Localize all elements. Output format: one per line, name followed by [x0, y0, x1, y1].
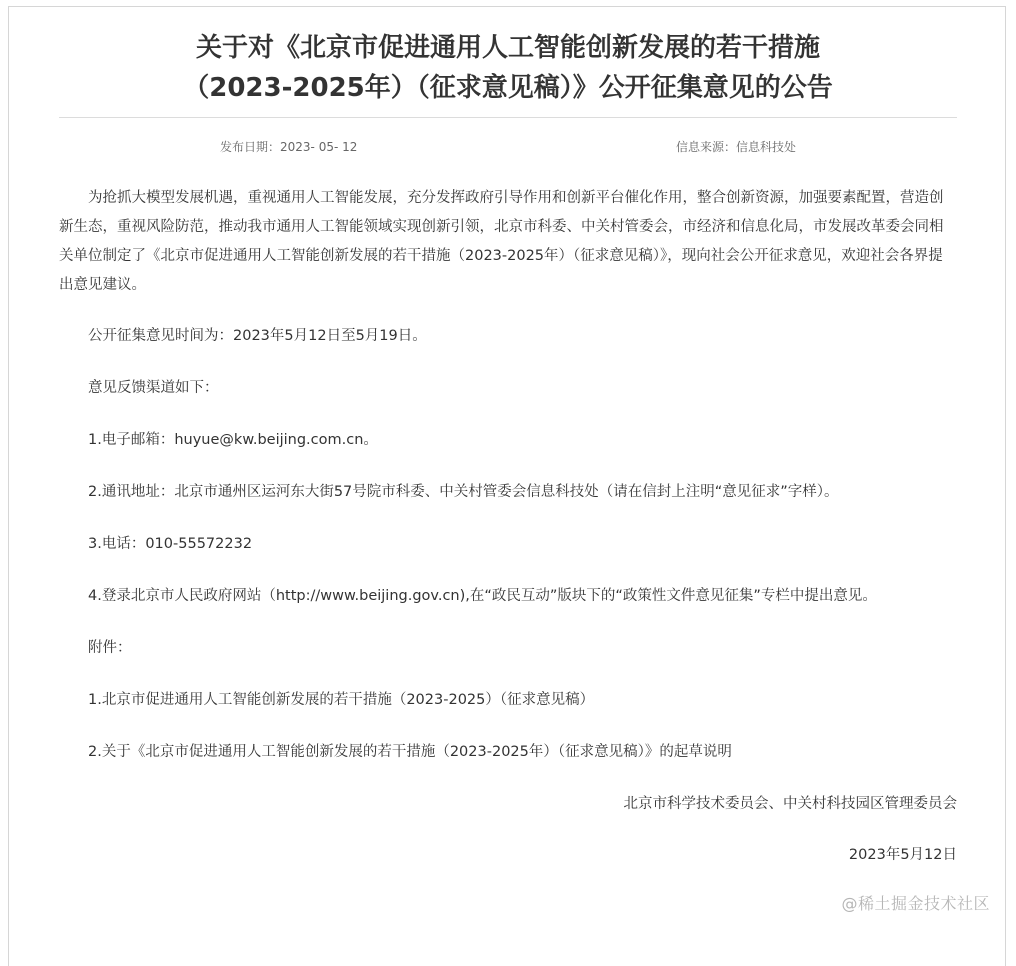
attachment-link-1[interactable]: 1.北京市促进通用人工智能创新发展的若干措施（2023-2025）（征求意见稿）: [88, 692, 595, 708]
title-line-2: （2023-2025年）（征求意见稿）》公开征集意见的公告: [183, 73, 833, 103]
intro-paragraph: 为抢抓大模型发展机遇，重视通用人工智能发展，充分发挥政府引导作用和创新平台催化作用，整合创新资源，加强要素配置，营造创新生态，重视风险防范，推动我市通用人工智能领域实现创新引领，北京市科委、中关村管委会，市经济和信息化局，市发展改革委会同相关单位制定了《北京市促进通用人工智能创新发展的若干措施（2023-2025年）（征求意见稿）》，现向社会公开征求意见，欢迎社会各界提出意见建议。: [59, 190, 944, 293]
title-divider: [59, 117, 957, 118]
publish-date-label: 发布日期：: [220, 140, 281, 154]
channel-address: 2.通讯地址：北京市通州区运河东大街57号院市科委、中关村管委会信息科技处（请在信封上注明“意见征求”字样）。: [88, 484, 839, 500]
title-line-1: 关于对《北京市促进通用人工智能创新发展的若干措施: [195, 33, 820, 63]
page-title: [0, 28, 1016, 108]
info-source-label: 信息来源：: [676, 140, 737, 154]
info-source-value: 信息科技处: [736, 140, 797, 154]
watermark: @稀土掘金技术社区: [841, 894, 990, 913]
channel-website: 4.登录北京市人民政府网站（http://www.beijing.gov.cn),在“政民互动”版块下的“政策性文件意见征集”专栏中提出意见。: [88, 588, 877, 604]
attachment-link-2[interactable]: 2.关于《北京市促进通用人工智能创新发展的若干措施（2023-2025年）（征求意见稿）》的起草说明: [88, 744, 732, 760]
channel-phone: 3.电话：010-55572232: [88, 536, 253, 552]
email-link[interactable]: huyue@kw.beijing.com.cn: [174, 432, 364, 448]
info-source: [676, 138, 796, 156]
publish-date-value: 2023- 05- 12: [280, 140, 358, 154]
period-paragraph: 公开征集意见时间为：2023年5月12日至5月19日。: [88, 328, 427, 344]
channel-email-suffix: 。: [363, 432, 378, 448]
signature-date: 2023年5月12日: [848, 847, 957, 863]
article-body: [59, 184, 957, 892]
channel-email: [59, 426, 957, 455]
channel-email-prefix: 1.电子邮箱：: [88, 432, 175, 448]
attachments-heading: 附件：: [88, 640, 132, 656]
channels-heading: 意见反馈渠道如下：: [88, 380, 219, 396]
signature-org: 北京市科学技术委员会、中关村科技园区管理委员会: [623, 796, 957, 812]
publish-date: [220, 138, 357, 156]
